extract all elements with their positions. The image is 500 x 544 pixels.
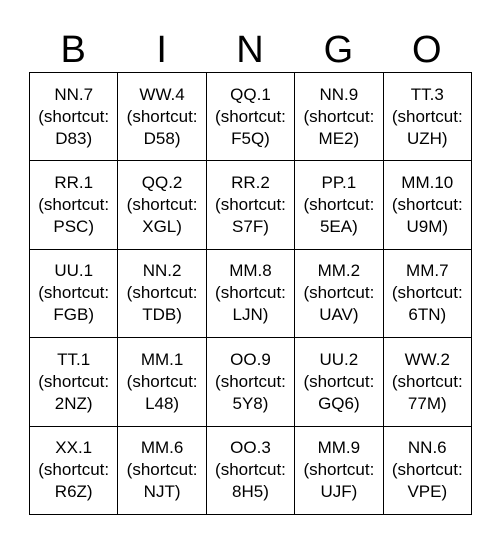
header-letter-b: B [60,29,86,71]
bingo-cell-n-4[interactable] [206,338,294,426]
cell-shortcut-value: S7F) [232,217,269,237]
bingo-cell-i-3[interactable] [118,249,206,337]
cell-shortcut-label: (shortcut: [303,106,375,126]
cell-shortcut-value: 5EA) [319,217,358,237]
bingo-card-grid [29,72,472,515]
cell-shortcut-label: (shortcut: [215,371,286,391]
bingo-cell-b-5[interactable] [30,426,118,514]
cell-code: OO.9 [230,349,271,369]
cell-shortcut-label: (shortcut: [126,460,198,480]
cell-shortcut-value: VPE) [407,482,448,502]
cell-code: RR.1 [54,173,94,193]
cell-shortcut-value: ME2) [318,128,360,148]
bingo-cell-b-2[interactable] [30,161,118,249]
cell-shortcut-label: (shortcut: [303,371,375,391]
cell-shortcut-label: (shortcut: [38,371,110,391]
cell-shortcut-label: (shortcut: [215,460,286,480]
cell-code: MM.8 [229,261,272,281]
cell-shortcut-value: PSC) [53,217,94,237]
cell-code: MM.1 [140,349,184,369]
cell-shortcut-value: U9M) [406,217,449,237]
cell-shortcut-label: (shortcut: [303,283,375,303]
bingo-cell-n-3[interactable] [206,249,294,337]
bingo-cell-o-5[interactable] [383,426,471,514]
cell-code: MM.10 [401,173,454,193]
header-letter-g: G [323,29,354,71]
bingo-cell-i-2[interactable] [118,161,206,249]
cell-code: MM.6 [140,438,184,458]
cell-code: UU.2 [319,349,359,369]
cell-shortcut-value: R6Z) [54,482,93,502]
cell-code: NN.2 [142,261,182,281]
bingo-cell-g-1[interactable] [295,73,383,161]
cell-shortcut-value: 5Y8) [232,393,269,413]
cell-shortcut-value: 8H5) [232,482,269,502]
bingo-cell-b-1[interactable] [30,73,118,161]
bingo-row-4 [30,338,472,426]
cell-shortcut-label: (shortcut: [391,460,463,480]
cell-shortcut-label: (shortcut: [38,195,110,215]
cell-code: XX.1 [55,438,93,458]
cell-code: TT.3 [410,84,444,104]
cell-shortcut-value: 2NZ) [54,393,93,413]
bingo-cell-o-1[interactable] [383,73,471,161]
bingo-cell-i-5[interactable] [118,426,206,514]
cell-shortcut-label: (shortcut: [126,106,198,126]
cell-shortcut-value: 77M) [407,393,447,413]
bingo-grid-body [30,73,472,515]
cell-code: QQ.1 [230,84,271,104]
cell-code: NN.7 [54,84,94,104]
cell-code: WW.2 [404,349,450,369]
cell-shortcut-value: D83) [55,128,93,148]
bingo-cell-g-2[interactable] [295,161,383,249]
bingo-cell-n-2[interactable] [206,161,294,249]
cell-shortcut-label: (shortcut: [38,460,110,480]
cell-shortcut-value: UAV) [319,305,359,325]
cell-shortcut-label: (shortcut: [391,371,463,391]
cell-shortcut-label: (shortcut: [391,283,463,303]
bingo-cell-n-1[interactable] [206,73,294,161]
cell-shortcut-value: LJN) [232,305,269,325]
bingo-cell-n-5[interactable] [206,426,294,514]
bingo-cell-i-4[interactable] [118,338,206,426]
header-letter-n: N [236,29,264,71]
cell-shortcut-value: UZH) [406,128,448,148]
cell-shortcut-value: UJF) [320,482,358,502]
cell-code: OO.3 [230,438,271,458]
cell-shortcut-value: XGL) [142,217,182,237]
cell-shortcut-label: (shortcut: [215,106,286,126]
bingo-cell-o-4[interactable] [383,338,471,426]
cell-shortcut-label: (shortcut: [126,371,198,391]
cell-code: RR.2 [231,173,270,193]
header-letter-o: O [412,29,442,71]
bingo-cell-g-5[interactable] [295,426,383,514]
cell-shortcut-label: (shortcut: [303,460,375,480]
cell-code: NN.9 [319,84,359,104]
cell-shortcut-label: (shortcut: [215,283,286,303]
bingo-cell-b-4[interactable] [30,338,118,426]
bingo-cell-o-3[interactable] [383,249,471,337]
cell-code: MM.7 [406,261,449,281]
cell-shortcut-label: (shortcut: [391,195,463,215]
bingo-row-1 [30,73,472,161]
cell-code: TT.1 [57,349,91,369]
cell-code: UU.1 [54,261,94,281]
cell-shortcut-label: (shortcut: [126,283,198,303]
bingo-row-3 [30,249,472,337]
cell-shortcut-label: (shortcut: [303,195,375,215]
bingo-header [29,27,471,73]
header-letter-i: I [156,29,167,71]
cell-shortcut-value: L48) [145,393,180,413]
bingo-row-5 [30,426,472,514]
cell-shortcut-value: 6TN) [408,305,447,325]
bingo-cell-g-3[interactable] [295,249,383,337]
cell-shortcut-label: (shortcut: [215,195,286,215]
cell-code: PP.1 [321,173,357,193]
cell-shortcut-label: (shortcut: [391,106,463,126]
bingo-cell-i-1[interactable] [118,73,206,161]
bingo-row-2 [30,161,472,249]
cell-shortcut-label: (shortcut: [38,106,110,126]
bingo-cell-b-3[interactable] [30,249,118,337]
cell-shortcut-value: TDB) [142,305,182,325]
cell-shortcut-value: F5Q) [231,128,270,148]
cell-code: NN.6 [407,438,447,458]
cell-code: QQ.2 [141,173,183,193]
cell-shortcut-value: NJT) [143,482,181,502]
bingo-cell-o-2[interactable] [383,161,471,249]
cell-shortcut-value: D58) [143,128,181,148]
cell-code: MM.2 [317,261,361,281]
cell-code: WW.4 [139,84,185,104]
cell-shortcut-label: (shortcut: [38,283,110,303]
cell-code: MM.9 [317,438,361,458]
cell-shortcut-value: FGB) [53,305,94,325]
cell-shortcut-value: GQ6) [318,393,360,413]
bingo-cell-g-4[interactable] [295,338,383,426]
cell-shortcut-label: (shortcut: [126,195,198,215]
